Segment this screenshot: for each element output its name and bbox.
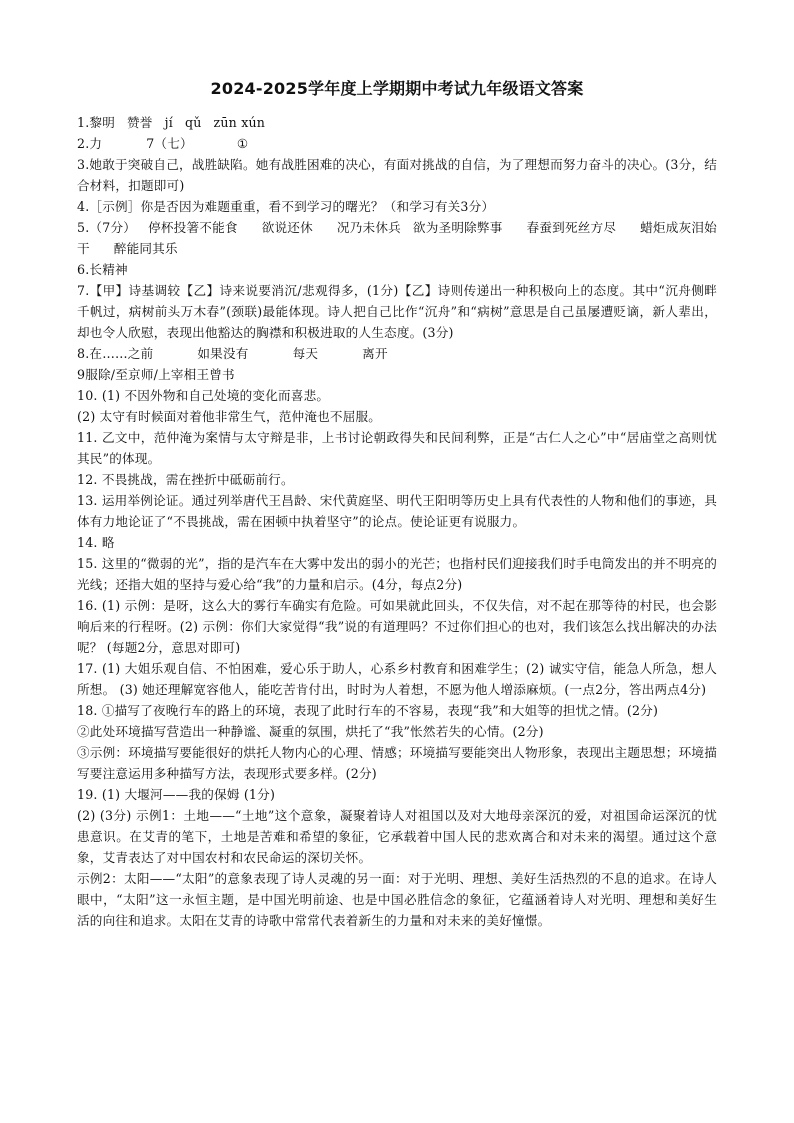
answer-5-item-1: 停杯投箸不能食 xyxy=(148,220,238,235)
answer-1-pinyin-3: zūn xún xyxy=(213,115,266,130)
answer-18-part-1: 18. ①描写了夜晚行车的路上的环境，表现了此时行车的不容易，表现“我”和大姐等的担忧之情。(2分) xyxy=(77,703,659,718)
answer-5-item-5: 春蚕到死丝方尽 xyxy=(526,220,617,235)
answer-1-word-1: 黎明 xyxy=(89,115,116,130)
answer-2-item-2: 7（七） xyxy=(146,136,193,151)
answer-10-part-2: (2) 太守有时候面对着他非常生气，范仲淹也不屈服。 xyxy=(77,409,382,424)
answer-1 xyxy=(77,112,717,133)
answer-3: 3.她敢于突破自己，战胜缺陷。她有战胜困难的决心，有面对挑战的自信，为了理想而努力奋斗的决心。(3分，结合材料，扣题即可) xyxy=(77,157,717,193)
answer-8-item-1: 在……之前 xyxy=(89,346,154,361)
answer-5-item-3: 况乃未休兵 xyxy=(336,220,401,235)
answer-5-score: （7分） xyxy=(89,220,137,235)
answer-13: 13. 运用举例论证。通过列举唐代王昌龄、宋代黄庭坚、明代王阳明等历史上具有代表性的人物和他们的事迹，具体有力地论证了“不畏挑战，需在困顿中执着坚守”的论点。使论证更有说服力。 xyxy=(77,493,717,529)
answer-1-word-2: 赞誉 xyxy=(127,115,153,130)
answer-2-number: 2. xyxy=(77,136,90,151)
answer-18-part-3: ③示例：环境描写要能很好的烘托人物内心的心理、情感；环境描写要能突出人物形象，表现出主题思想；环境描写要注意运用多种描写方法，表现形式要多样。(2分) xyxy=(77,745,717,781)
answer-2 xyxy=(77,133,717,154)
answer-8-number: 8. xyxy=(77,346,90,361)
answer-1-number: 1. xyxy=(77,115,90,130)
answer-5-item-2: 欲说还休 xyxy=(261,220,313,235)
answer-8-item-3: 每天 xyxy=(292,346,319,361)
answer-8 xyxy=(77,343,717,364)
answer-17: 17. (1) 大姐乐观自信、不怕困难，爱心乐于助人，心系乡村教育和困难学生；(2) 诚实守信，能急人所急，想人所想。 (3) 她还理解宽容他人，能吃苦肯付出，时时为人着想，不愿为他人增添麻烦。(一点2分，答出两点4分) xyxy=(77,661,717,697)
answer-19-part-1: 19. (1) 大堰河——我的保姆 (1分) xyxy=(77,787,276,802)
page-title: 2024-2025学年度上学期期中考试九年级语文答案 xyxy=(210,79,584,98)
answer-2-item-3: ① xyxy=(236,136,249,151)
answer-19-part-2: (2) (3分) 示例1：土地——“土地”这个意象，凝聚着诗人对祖国以及对大地母亲深沉的爱，对祖国命运深沉的忧患意识。在艾青的笔下，土地是苦难和希望的象征，它承载着中国人民的悲欢离合和对未来的渴望。通过这个意象，艾青表达了对中国农村和农民命运的深切关怀。 xyxy=(77,808,717,865)
answer-body xyxy=(77,112,717,931)
answer-2-item-1: 力 xyxy=(89,136,103,151)
answer-12: 12. 不畏挑战，需在挫折中砥砺前行。 xyxy=(77,472,294,487)
answer-5 xyxy=(77,217,717,259)
answer-19-example-2: 示例2：太阳——“太阳”的意象表现了诗人灵魂的另一面：对于光明、理想、美好生活热烈的不息的追求。在诗人眼中，“太阳”这一永恒主题，是中国光明前途、也是中国必胜信念的象征，它蕴涵着诗人对光明、理想和美好生活的向往和追求。太阳在艾青的诗歌中常常代表着新生的力量和对未来的美好憧憬。 xyxy=(77,871,717,928)
answer-8-item-4: 离开 xyxy=(362,346,388,361)
answer-14: 14. 略 xyxy=(77,535,115,550)
answer-16: 16. (1) 示例：是呀，这么大的雾行车确实有危险。可如果就此回头，不仅失信，对不起在那等待的村民，也会影响后来的行程呀。(2) 示例：你们大家觉得“我”说的有道理吗？不过你们担心的也对，我们该怎么找出解决的办法呢？ (每题2分，意思对即可) xyxy=(77,598,717,655)
answer-5-item-6: 蜡炬成灰泪始干 xyxy=(77,220,717,256)
answer-18-part-2: ②此处环境描写营造出一种静谧、凝重的氛围，烘托了“我”怅然若失的心情。(2分) xyxy=(77,724,544,739)
answer-8-item-2: 如果没有 xyxy=(197,346,249,361)
answer-1-pinyin-2: qǔ xyxy=(184,115,202,130)
answer-6: 6.长精神 xyxy=(77,262,128,277)
answer-4: 4.［示例］你是否因为难题重重，看不到学习的曙光？（和学习有关3分） xyxy=(77,199,495,214)
answer-9: 9服除/至京师/上宰相王曾书 xyxy=(77,367,235,382)
answer-11: 11. 乙文中，范仲淹为案情与太守辩是非，上书讨论朝政得失和民间利弊，正是“古仁人之心”中“居庙堂之高则忧其民”的体现。 xyxy=(77,430,717,466)
answer-7: 7.【甲】诗基调较【乙】诗来说要消沉/悲观得多，(1分)【乙】诗则传递出一种积极向上的态度。其中“沉舟侧畔千帆过，病树前头万木春”(颈联)最能体现。诗人把自己比作“沉舟”和“病树”意思是自己虽屡遭贬谪，新人辈出，却也令人欣慰，表现出他豁达的胸襟和积极进取的人生态度。(3分) xyxy=(77,283,717,340)
answer-1-pinyin-1: jí xyxy=(164,115,173,130)
answer-10-part-1: 10. (1) 不因外物和自己处境的变化而喜悲。 xyxy=(77,388,330,403)
answer-5-item-7: 醉能同其乐 xyxy=(113,241,178,256)
answer-5-item-4: 欲为圣明除弊事 xyxy=(412,220,503,235)
answer-5-number: 5. xyxy=(77,220,90,235)
answer-15: 15. 这里的“微弱的光”，指的是汽车在大雾中发出的弱小的光芒；也指村民们迎接我们时手电筒发出的并不明亮的光线；还指大姐的坚持与爱心给“我”的力量和启示。(4分，每点2分) xyxy=(77,556,717,592)
